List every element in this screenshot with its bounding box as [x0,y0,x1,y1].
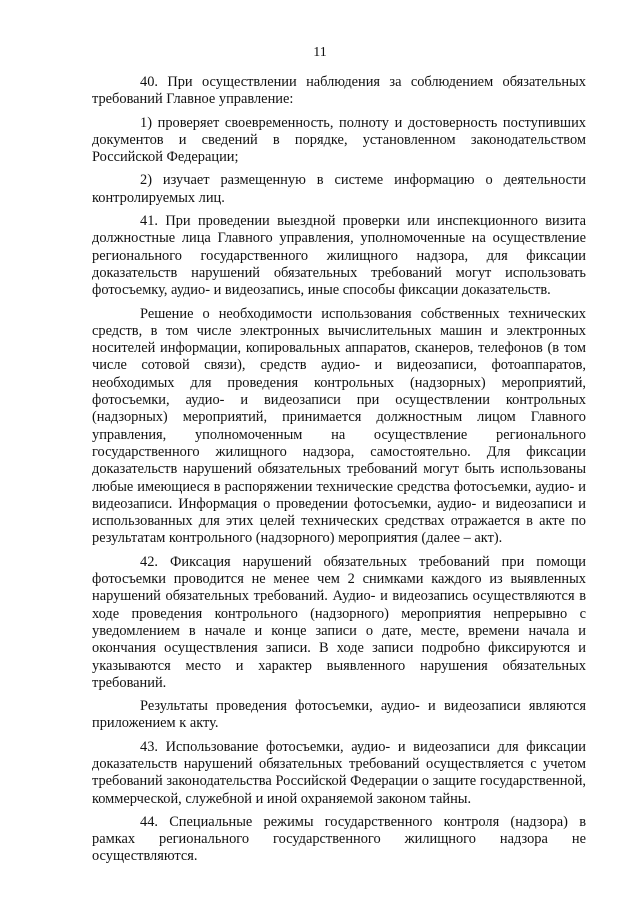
paragraph-40-item-1: 1) проверяет своевременность, полноту и достоверность поступивших документов и сведений в порядке, установленном законодательством Российской Федерации; [92,114,586,166]
paragraph-42-results: Результаты проведения фотосъемки, аудио- и видеозаписи являются приложением к акту. [92,698,586,732]
paragraph-42: 42. Фиксация нарушений обязательных требований при помощи фотосъемки проводится не менее чем 2 снимками каждого из выявленных нарушений обязательных требований. Аудио- и видеозапись осуществляются в ходе проведения контрольного (надзорного) мероприятия непрерывно с уведомлением в начале и конце записи о дате, месте, времени начала и окончания осуществления записи. В ходе записи подробно фиксируются и указываются место и характер выявленного нарушения обязательных требований. [92,553,586,691]
paragraph-40: 40. При осуществлении наблюдения за соблюдением обязательных требований Главное управление: [92,74,586,108]
paragraph-40-item-2: 2) изучает размещенную в системе информацию о деятельности контролируемых лиц. [92,172,586,206]
document-body [92,74,586,866]
paragraph-41: 41. При проведении выездной проверки или инспекционного визита должностные лица Главного управления, уполномоченные на осуществление регионального государственного жилищного надзора, для фиксации доказательств нарушений обязательных требований могут использовать фотосъемку, аудио- и видеозапись, иные способы фиксации доказательств. [92,213,586,299]
paragraph-44: 44. Специальные режимы государственного контроля (надзора) в рамках регионального государственного жилищного надзора не осуществляются. [92,813,586,865]
paragraph-43: 43. Использование фотосъемки, аудио- и видеозаписи для фиксации доказательств нарушений обязательных требований осуществляется с учетом требований законодательства Российской Федерации о защите государственной, коммерческой, служебной и иной охраняемой законом тайны. [92,738,586,807]
paragraph-41-decision: Решение о необходимости использования собственных технических средств, в том числе электронных вычислительных машин и электронных носителей информации, копировальных аппаратов, сканеров, телефонов (в том числе сотовой связи), средств аудио- и видеозаписи, фотоаппаратов, необходимых для проведения контрольных (надзорных) мероприятий, фотосъемки, аудио- и видеозаписи при осуществлении контрольных (надзорных) мероприятий, принимается должностным лицом Главного управления, уполномоченным на осуществление регионального государственного жилищного надзора, самостоятельно. Для фиксации доказательств нарушений обязательных требований могут быть использованы любые имеющиеся в распоряжении технические средства фотосъемки, аудио- и видеозаписи. Информация о проведении фотосъемки, аудио- и видеозаписи и использованных для этих целей технических средствах отражается в акте по результатам контрольного (надзорного) мероприятия (далее – акт). [92,305,586,547]
page-number: 11 [313,45,327,60]
